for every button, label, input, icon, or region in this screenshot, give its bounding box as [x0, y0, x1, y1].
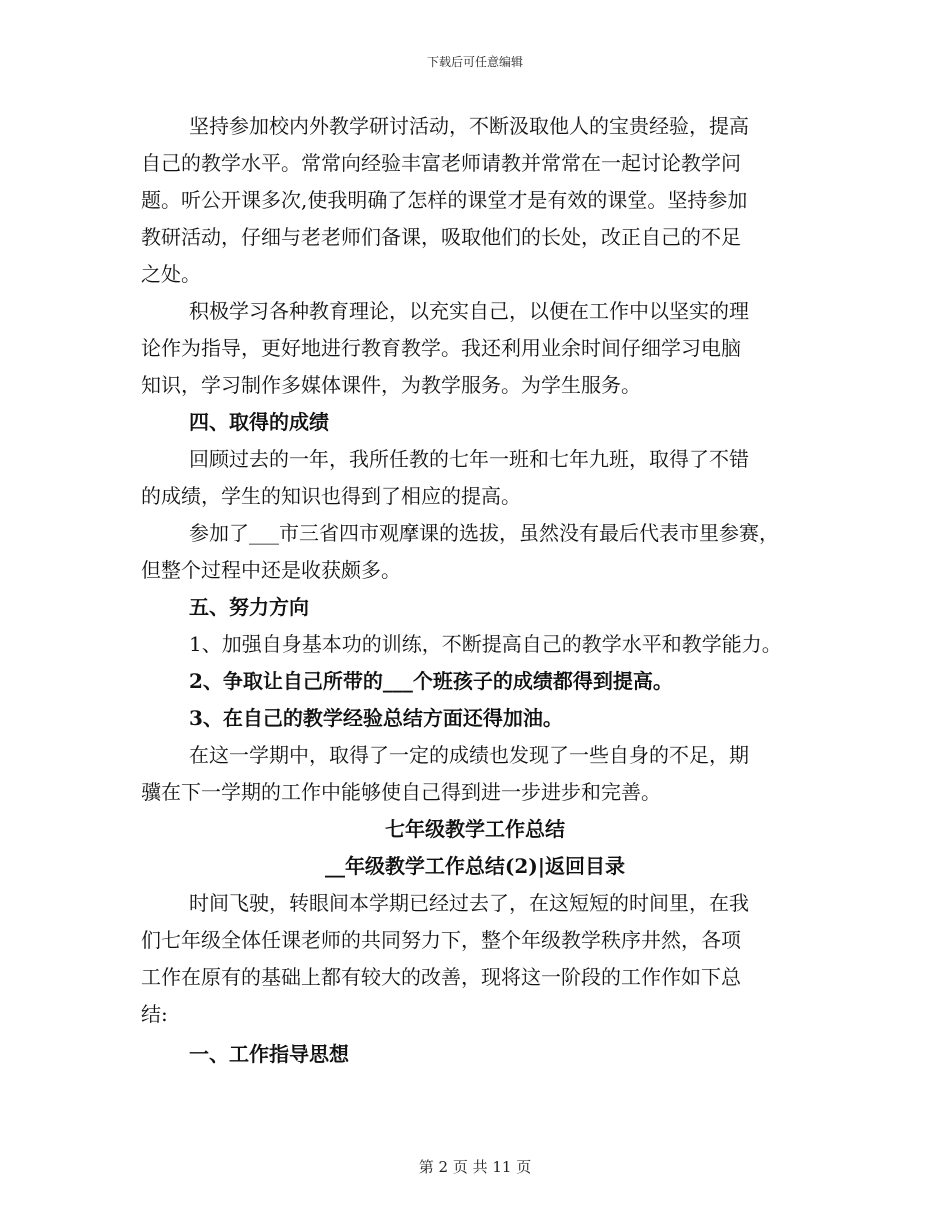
paragraph-line: 题。听公开课多次,使我明确了怎样的课堂才是有效的课堂。坚持参加 — [141, 188, 748, 212]
document-title: 七年级教学工作总结 — [385, 817, 565, 841]
paragraph-line: 但整个过程中还是收获颇多。 — [141, 558, 401, 582]
paragraph-line: 自己的教学水平。常常向经验丰富老师请教并常常在一起讨论教学问 — [141, 151, 741, 175]
document-subtitle-link[interactable]: __年级教学工作总结(2)|返回目录 — [324, 854, 626, 878]
section-heading: 一、工作指导思想 — [189, 1042, 349, 1066]
paragraph-line: 积极学习各种教育理论，以充实自己，以便在工作中以坚实的理 — [189, 299, 749, 323]
page-footer: 第 2 页 共 11 页 — [418, 1158, 532, 1176]
paragraph-line: 之处。 — [141, 262, 201, 286]
section-heading: 四、取得的成绩 — [189, 410, 329, 434]
list-item: 3、在自己的教学经验总结方面还得加油。 — [189, 706, 563, 730]
paragraph-line: 骥在下一学期的工作中能够使自己得到进一步进步和完善。 — [141, 780, 661, 804]
section-heading: 五、努力方向 — [189, 595, 309, 619]
paragraph-line: 教研活动，仔细与老老师们备课，吸取他们的长处，改正自己的不足 — [141, 225, 741, 249]
paragraph-line: 工作在原有的基础上都有较大的改善，现将这一阶段的工作作如下总 — [141, 965, 741, 989]
page-header: 下载后可任意编辑 — [426, 55, 523, 69]
paragraph-line: 们七年级全体任课老师的共同努力下，整个年级教学秩序井然，各项 — [141, 928, 741, 952]
paragraph-line: 参加了___市三省四市观摩课的选拔，虽然没有最后代表市里参赛， — [189, 521, 779, 545]
paragraph-line: 结: — [141, 1002, 168, 1026]
paragraph-line: 的成绩，学生的知识也得到了相应的提高。 — [141, 484, 521, 508]
list-item: 2、争取让自己所带的___个班孩子的成绩都得到提高。 — [189, 669, 673, 693]
paragraph-line: 时间飞驶，转眼间本学期已经过去了，在这短短的时间里，在我 — [189, 891, 749, 915]
paragraph-line: 知识，学习制作多媒体课件，为教学服务。为学生服务。 — [141, 373, 641, 397]
paragraph-line: 论作为指导，更好地进行教育教学。我还利用业余时间仔细学习电脑 — [141, 336, 741, 360]
paragraph-line: 在这一学期中，取得了一定的成绩也发现了一些自身的不足，期 — [189, 743, 749, 767]
paragraph-line: 坚持参加校内外教学研讨活动，不断汲取他人的宝贵经验，提高 — [189, 114, 749, 138]
list-item: 1、加强自身基本功的训练，不断提高自己的教学水平和教学能力。 — [189, 632, 782, 656]
paragraph-line: 回顾过去的一年，我所任教的七年一班和七年九班，取得了不错 — [189, 447, 749, 471]
